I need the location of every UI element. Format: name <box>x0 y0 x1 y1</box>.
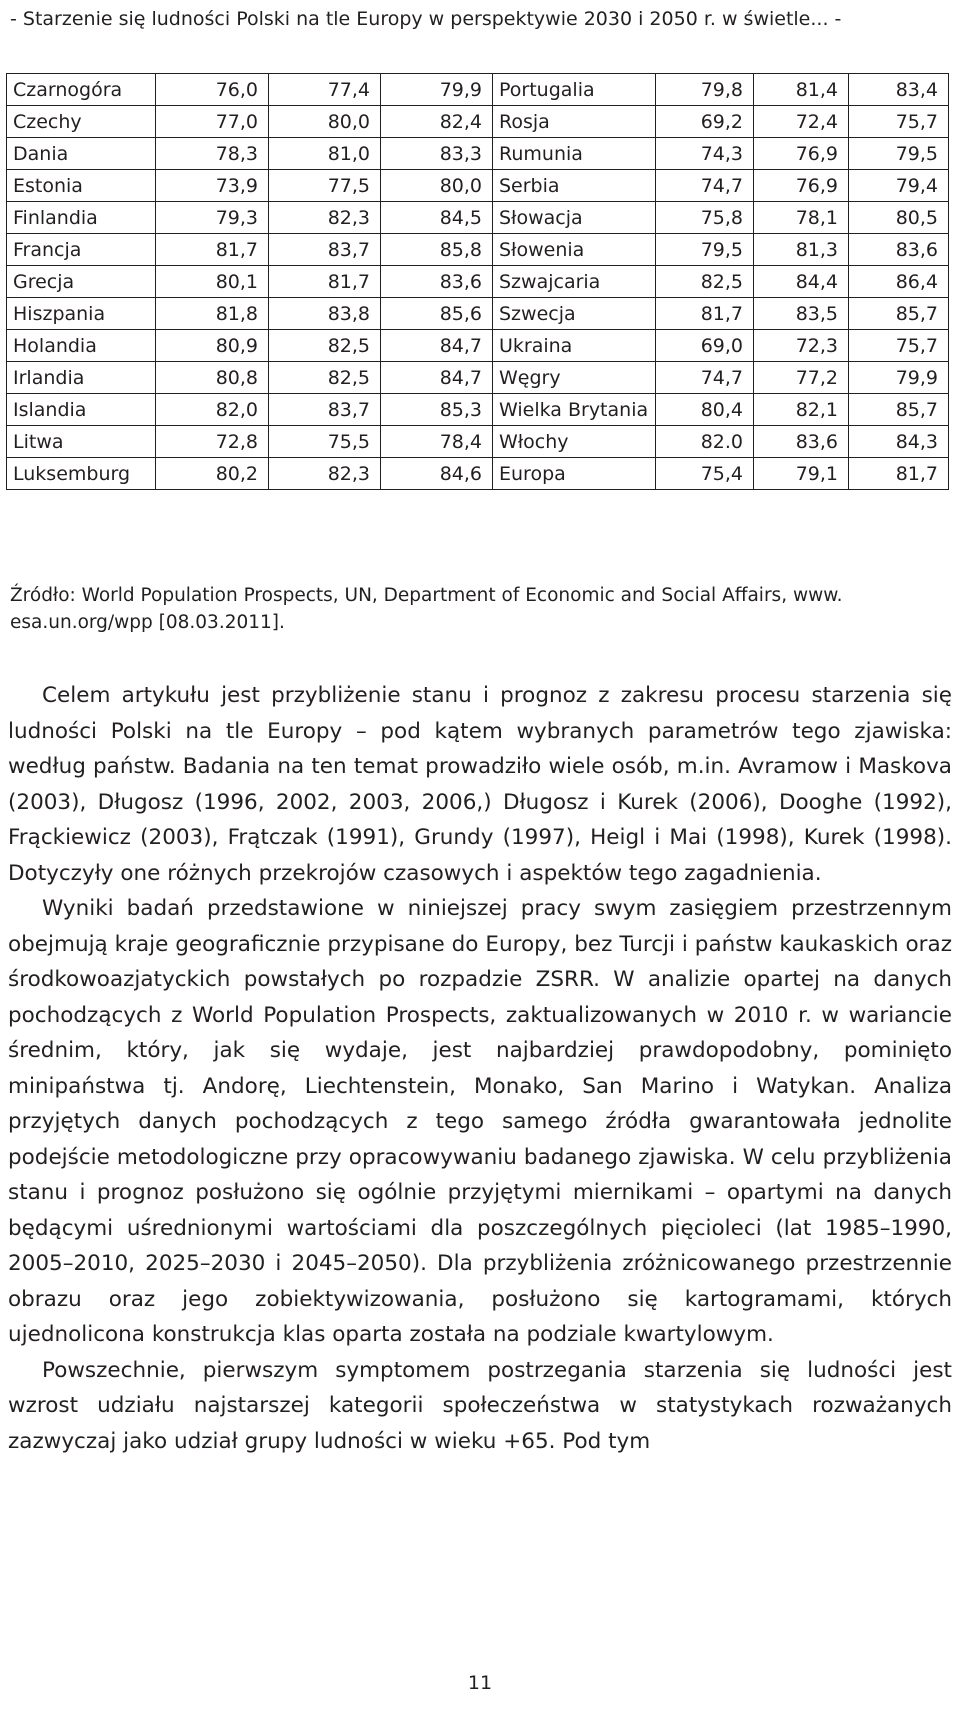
table-row <box>7 202 949 234</box>
value-cell: 69,0 <box>656 330 754 362</box>
value-cell: 83,7 <box>269 234 381 266</box>
table-row <box>7 426 949 458</box>
country-cell: Holandia <box>7 330 156 362</box>
value-cell: 79,8 <box>656 74 754 106</box>
value-cell: 84,6 <box>381 458 493 490</box>
value-cell: 84,7 <box>381 362 493 394</box>
value-cell: 83,8 <box>269 298 381 330</box>
value-cell: 85,6 <box>381 298 493 330</box>
paragraph: Celem artykułu jest przybliżenie stanu i prognoz z zakresu procesu starzenia się ludności Polski na tle Europy – pod kątem wybranych parametrów tego zjawiska: według państw. Badania na ten temat prowadziło wiele osób, m.in. Avramow i Maskova (2003), Długosz (1996, 2002, 2003, 2006,) Długosz i Kurek (2006), Dooghe (1992), Frąckiewicz (2003), Frątczak (1991), Grundy (1997), Heigl i Mai (1998), Kurek (1998). Dotyczyły one różnych przekrojów czasowych i aspektów tego zagadnienia. <box>8 683 952 886</box>
paragraph: Wyniki badań przedstawione w niniejszej pracy swym zasięgiem przestrzennym obejmują kraje geograficznie przypisane do Europy, bez Turcji i państw kaukaskich oraz środkowoazjatyckich powstałych po rozpadzie ZSRR. W analizie opartej na danych pochodzących z World Population Prospects, zaktualizowanych w 2010 r. w wariancie średnim, który, jak się wydaje, jest najbardziej prawdopodobny, pominięto minipaństwa tj. Andorę, Liechtenstein, Monako, San Marino i Watykan. Analiza przyjętych danych pochodzących z tego samego źródła gwarantowała jednolite podejście metodologiczne przy opracowywaniu badanego zjawiska. W celu przybliżenia stanu i prognoz posłużono się ogólnie przyjętymi miernikami – opartymi na danych będącymi uśrednionymi wartościami dla poszczególnych pięcioleci (lat 1985–1990, 2005–2010, 2025–2030 i 2045–2050). Dla przybliżenia zróżnicowanego przestrzennie obrazu oraz jego zobiektywizowania, posłużono się kartogramami, których ujednolicona konstrukcja klas oparta została na podziale kwartylowym. <box>8 896 952 1347</box>
country-cell: Finlandia <box>7 202 156 234</box>
value-cell: 85,8 <box>381 234 493 266</box>
country-cell: Włochy <box>493 426 656 458</box>
life-expectancy-table <box>6 73 949 490</box>
value-cell: 81,0 <box>269 138 381 170</box>
value-cell: 83,3 <box>381 138 493 170</box>
value-cell: 79,5 <box>656 234 754 266</box>
value-cell: 74,3 <box>656 138 754 170</box>
value-cell: 82,5 <box>269 362 381 394</box>
value-cell: 75,4 <box>656 458 754 490</box>
country-cell: Wielka Brytania <box>493 394 656 426</box>
value-cell: 77,0 <box>156 106 269 138</box>
country-cell: Litwa <box>7 426 156 458</box>
value-cell: 80,0 <box>381 170 493 202</box>
country-cell: Szwecja <box>493 298 656 330</box>
value-cell: 82,1 <box>754 394 849 426</box>
value-cell: 81,8 <box>156 298 269 330</box>
value-cell: 80,8 <box>156 362 269 394</box>
value-cell: 84,7 <box>381 330 493 362</box>
table-row <box>7 170 949 202</box>
country-cell: Słowacja <box>493 202 656 234</box>
country-cell: Ukraina <box>493 330 656 362</box>
value-cell: 79,9 <box>381 74 493 106</box>
value-cell: 82,3 <box>269 202 381 234</box>
country-cell: Węgry <box>493 362 656 394</box>
table-row <box>7 266 949 298</box>
value-cell: 80,2 <box>156 458 269 490</box>
table-row <box>7 234 949 266</box>
table-row <box>7 74 949 106</box>
country-cell: Serbia <box>493 170 656 202</box>
value-cell: 82,5 <box>656 266 754 298</box>
value-cell: 81,4 <box>754 74 849 106</box>
value-cell: 77,4 <box>269 74 381 106</box>
value-cell: 82,4 <box>381 106 493 138</box>
value-cell: 84,4 <box>754 266 849 298</box>
country-cell: Europa <box>493 458 656 490</box>
value-cell: 72,8 <box>156 426 269 458</box>
paragraph: Powszechnie, pierwszym symptomem postrzegania starzenia się ludności jest wzrost udziału najstarszej kategorii społeczeństwa w statystykach rozważanych zazwyczaj jako udział grupy ludności w wieku +65. Pod tym <box>8 1357 952 1454</box>
value-cell: 75,8 <box>656 202 754 234</box>
value-cell: 76,9 <box>754 170 849 202</box>
value-cell: 77,5 <box>269 170 381 202</box>
value-cell: 82.0 <box>656 426 754 458</box>
country-cell: Czarnogóra <box>7 74 156 106</box>
value-cell: 74,7 <box>656 362 754 394</box>
country-cell: Rosja <box>493 106 656 138</box>
value-cell: 83,6 <box>849 234 949 266</box>
value-cell: 83,6 <box>754 426 849 458</box>
value-cell: 81,7 <box>656 298 754 330</box>
value-cell: 83,6 <box>381 266 493 298</box>
value-cell: 83,7 <box>269 394 381 426</box>
value-cell: 83,5 <box>754 298 849 330</box>
value-cell: 80,1 <box>156 266 269 298</box>
country-cell: Słowenia <box>493 234 656 266</box>
source-note: Źródło: World Population Prospects, UN, Department of Economic and Social Affairs, www. esa.un.org/wpp [08.03.2011]. <box>10 585 843 633</box>
country-cell: Portugalia <box>493 74 656 106</box>
value-cell: 79,5 <box>849 138 949 170</box>
country-cell: Luksemburg <box>7 458 156 490</box>
value-cell: 80,4 <box>656 394 754 426</box>
value-cell: 82,5 <box>269 330 381 362</box>
country-cell: Rumunia <box>493 138 656 170</box>
value-cell: 69,2 <box>656 106 754 138</box>
value-cell: 82,3 <box>269 458 381 490</box>
value-cell: 81,7 <box>156 234 269 266</box>
value-cell: 79,4 <box>849 170 949 202</box>
value-cell: 85,7 <box>849 298 949 330</box>
value-cell: 78,3 <box>156 138 269 170</box>
table-row <box>7 106 949 138</box>
country-cell: Islandia <box>7 394 156 426</box>
value-cell: 85,3 <box>381 394 493 426</box>
country-cell: Grecja <box>7 266 156 298</box>
country-cell: Estonia <box>7 170 156 202</box>
table-body <box>7 74 949 490</box>
value-cell: 78,4 <box>381 426 493 458</box>
country-cell: Szwajcaria <box>493 266 656 298</box>
value-cell: 80,9 <box>156 330 269 362</box>
country-cell: Irlandia <box>7 362 156 394</box>
value-cell: 86,4 <box>849 266 949 298</box>
value-cell: 84,3 <box>849 426 949 458</box>
value-cell: 75,5 <box>269 426 381 458</box>
value-cell: 80,5 <box>849 202 949 234</box>
value-cell: 84,5 <box>381 202 493 234</box>
value-cell: 79,9 <box>849 362 949 394</box>
value-cell: 72,3 <box>754 330 849 362</box>
country-cell: Hiszpania <box>7 298 156 330</box>
country-cell: Czechy <box>7 106 156 138</box>
value-cell: 81,3 <box>754 234 849 266</box>
article-body <box>8 678 952 1459</box>
table-row <box>7 394 949 426</box>
value-cell: 75,7 <box>849 330 949 362</box>
country-cell: Francja <box>7 234 156 266</box>
value-cell: 76,9 <box>754 138 849 170</box>
value-cell: 74,7 <box>656 170 754 202</box>
country-cell: Dania <box>7 138 156 170</box>
table-row <box>7 330 949 362</box>
value-cell: 78,1 <box>754 202 849 234</box>
value-cell: 79,1 <box>754 458 849 490</box>
value-cell: 80,0 <box>269 106 381 138</box>
value-cell: 81,7 <box>269 266 381 298</box>
value-cell: 73,9 <box>156 170 269 202</box>
value-cell: 77,2 <box>754 362 849 394</box>
value-cell: 82,0 <box>156 394 269 426</box>
table-row <box>7 362 949 394</box>
table-row <box>7 458 949 490</box>
table-row <box>7 138 949 170</box>
value-cell: 72,4 <box>754 106 849 138</box>
value-cell: 76,0 <box>156 74 269 106</box>
value-cell: 85,7 <box>849 394 949 426</box>
value-cell: 83,4 <box>849 74 949 106</box>
value-cell: 75,7 <box>849 106 949 138</box>
table-row <box>7 298 949 330</box>
page-number: 11 <box>467 1672 493 1694</box>
running-header: - Starzenie się ludności Polski na tle Europy w perspektywie 2030 i 2050 r. w świetle... - <box>10 8 842 30</box>
value-cell: 81,7 <box>849 458 949 490</box>
value-cell: 79,3 <box>156 202 269 234</box>
